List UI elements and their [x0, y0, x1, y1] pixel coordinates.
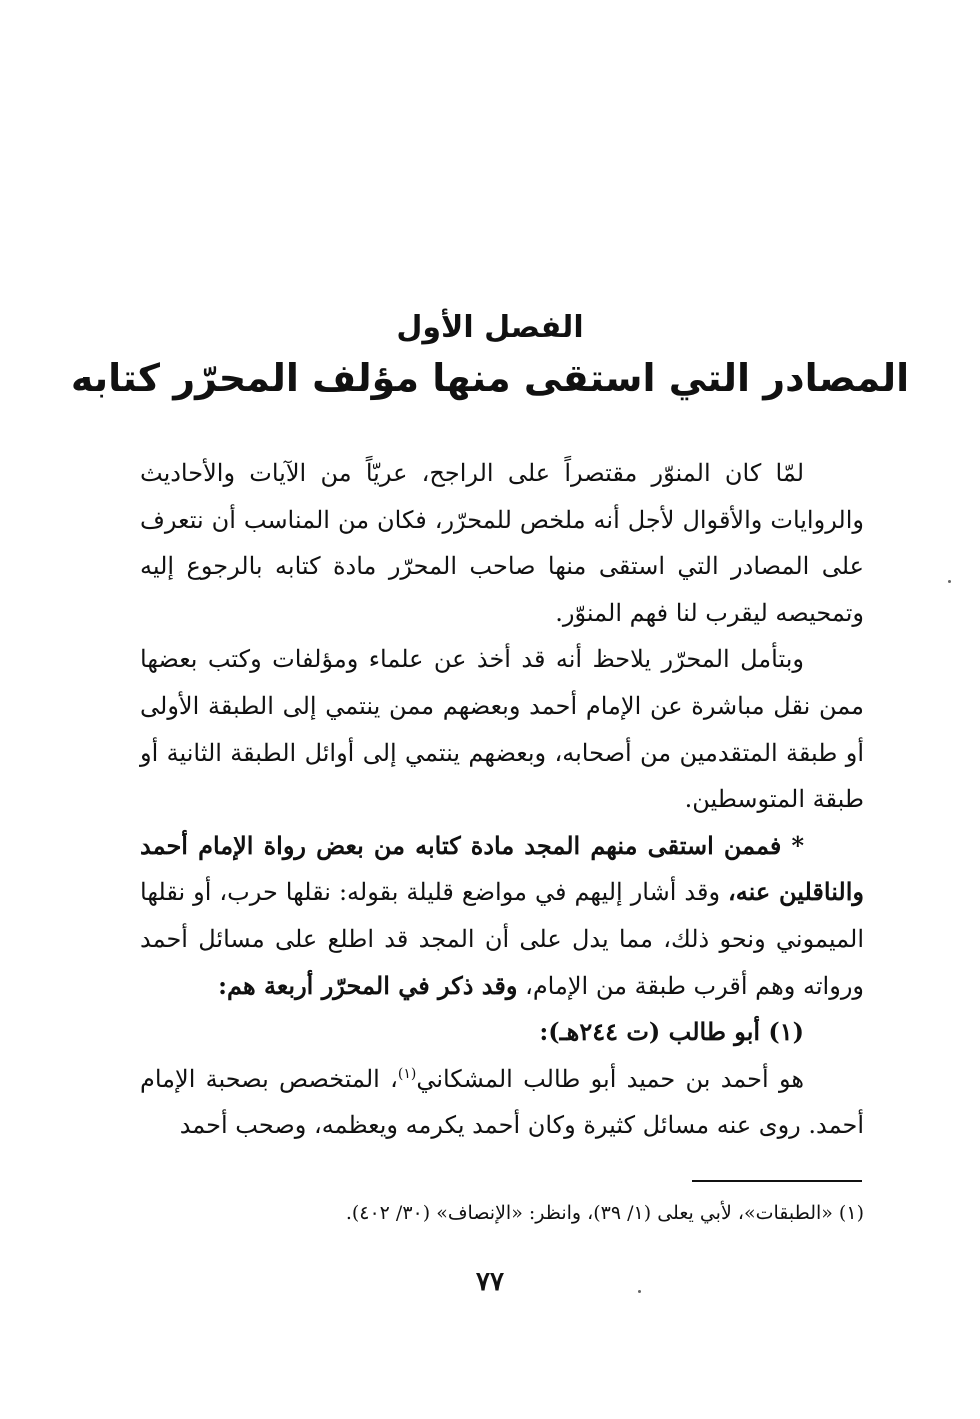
paragraph-abu-talib — [140, 1056, 864, 1149]
body-text — [140, 450, 864, 1149]
narrators-body: وقد أشار إليهم في مواضع قليلة بقوله: نقلها حرب، أو نقلها الميموني ونحو ذلك، مما يدل على أن المجد قد اطلع على مسائل أحمد ورواته وهم أقرب طبقة من الإمام، — [140, 878, 864, 1000]
narrators-lead-bold: * فممن استقى منهم المجد مادة كتابه من بعض رواة الإمام أحمد والناقلين عنه، — [140, 830, 865, 907]
page-number: ٧٧ — [476, 1267, 504, 1297]
chapter-label: الفصل الأول — [396, 310, 584, 345]
paragraph-sources: وبتأمل المحرّر يلاحظ أنه قد أخذ عن علماء ومؤلفات وكتب بعضها ممن نقل مباشرة عن الإمام أحمد وبعضهم ممن ينتمي إلى الطبقة الأولى أو طبقة المتقدمين من أصحابه، وبعضهم ينتمي إلى أوائل الطبقة الثانية أو طبقة المتوسطين. — [140, 645, 864, 814]
scan-speck — [638, 1290, 641, 1293]
footnote-reference: (١) — [397, 1065, 417, 1082]
abu-talib-text-start: هو أحمد بن حميد أبو طالب المشكاني — [416, 1064, 805, 1093]
chapter-title: المصادر التي استقى منها مؤلف المحرّر كتابه — [70, 356, 910, 400]
scan-speck — [948, 580, 951, 583]
abu-talib-text-end: ، المتخصص بصحبة الإمام أحمد. روى عنه مسائل كثيرة وكان أحمد يكرمه ويعظمه، وصحب أحمد — [140, 1064, 864, 1140]
narrators-count-bold: وقد ذكر في المحرّر أربعة هم: — [218, 970, 518, 1000]
list-item-heading: (١) أبو طالب (ت ٢٤٤هـ): — [539, 1017, 804, 1047]
footnote: (١) «الطبقات»، لأبي يعلى (١/ ٣٩)، وانظر: «الإنصاف» (٣٠/ ٤٠٢). — [345, 1202, 864, 1224]
paragraph-intro: لمّا كان المنوّر مقتصراً على الراجح، عريّاً من الآيات والأحاديث والروايات والأقوال لأجل أنه ملخص للمحرّر، فكان من المناسب أن نتعرف على المصادر التي استقى منها صاحب المحرّر مادة كتابه بالرجوع إليه وتمحيصه ليقرب لنا فهم المنوّر. — [140, 459, 864, 627]
paragraph-narrators — [140, 823, 864, 1009]
footnote-divider — [692, 1180, 862, 1182]
